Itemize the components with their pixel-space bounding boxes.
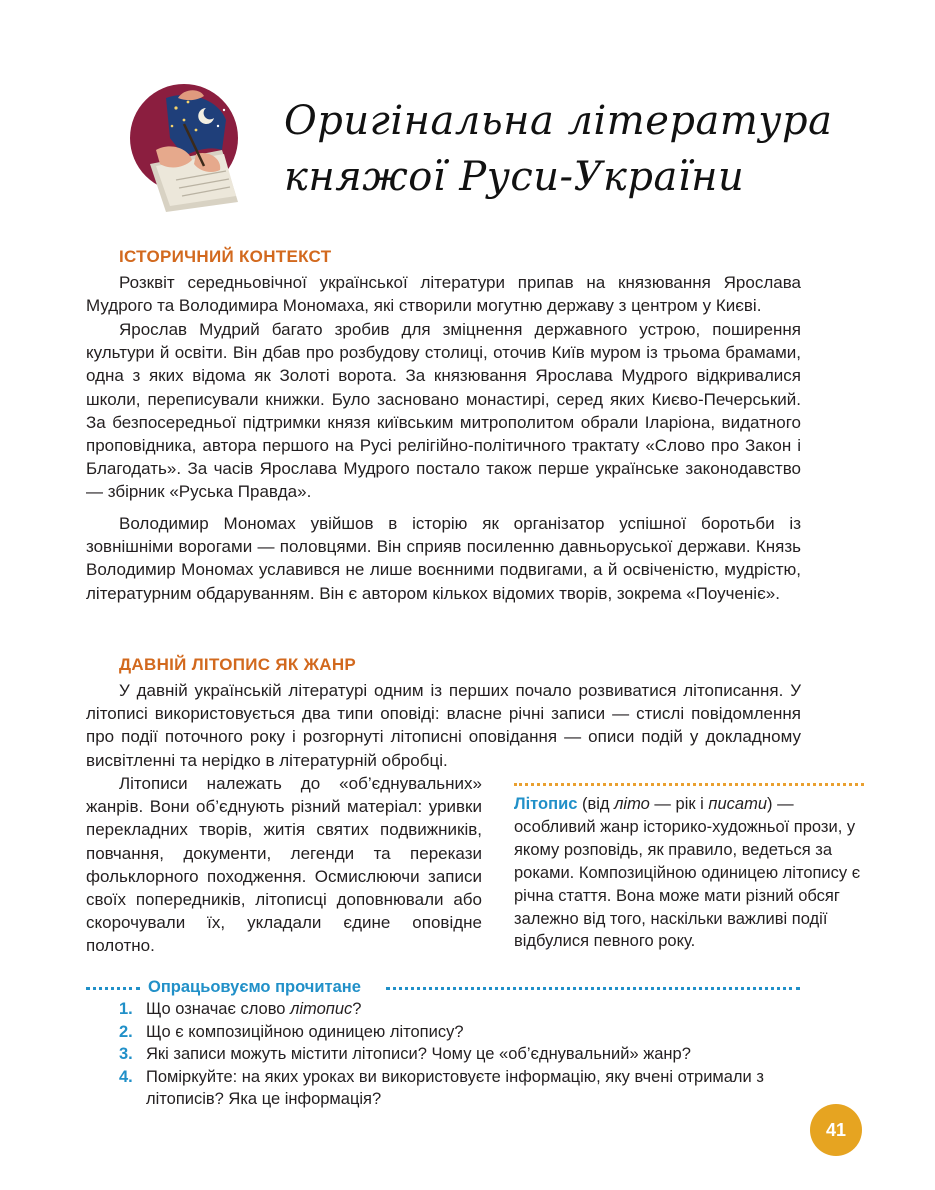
question-item: [119, 1043, 809, 1066]
paragraph-chronicle-2: Літописи належать до «об’єднувальних» жанрів. Вони об’єднують різний матеріал: уривки перекладних творів, житія святих подвижників, повчання, документи, легенди та перекази фольклорного походження. Осмислюючи записи своїх попередників, літописці доповнювали або скорочували їх, укладали єдине оповідне полотно.: [86, 774, 482, 956]
definition-term: Літопис: [514, 795, 578, 813]
title-line-1: Оригінальна література: [284, 98, 833, 144]
question-text: Які записи можуть містити літописи? Чому це «об’єднувальний» жанр?: [146, 1045, 691, 1063]
definition-word-lito: літо: [614, 795, 650, 813]
questions-header: [86, 977, 802, 997]
paragraph-historical-3: Володимир Мономах увійшов в історію як організатор успішної боротьби із зовнішніми ворогами — половцями. Він сприяв посиленню давньоруської держави. Князь Володимир Мономах уславився не лише воєнними подвигами, а й освіченістю, мудрістю, літературним обдаруванням. Він є автором кількох відомих творів, зокрема «Поученіє».: [86, 514, 801, 603]
question-text: Що означає слово: [146, 1000, 291, 1018]
page-number-badge: 41: [810, 1104, 862, 1156]
definition-divider: [514, 783, 864, 786]
question-emphasis: літопис: [290, 1000, 353, 1018]
definition-box: [514, 793, 862, 953]
paragraph-chronicle-1: У давній українській літературі одним із перших почало розвиватися літописання. У літописі використовується два типи оповіді: власне річні записи — стислі повідомлення про події поточного року і розгорнуті літописні оповідання — описи подій у докладному висвітленні та нерідко в літературній обробці.: [86, 681, 801, 770]
question-number: 4.: [119, 1067, 133, 1086]
questions-divider-left: [86, 987, 140, 990]
definition-text-part: — рік і: [649, 795, 709, 813]
question-number: 1.: [119, 1000, 133, 1018]
definition-word-pysaty: писати: [708, 795, 768, 813]
definition-text-part: (від: [577, 795, 615, 813]
page-title: [284, 93, 844, 205]
questions-divider-right: [386, 987, 800, 990]
question-text: Що є композиційною одиницею літопису?: [146, 1022, 464, 1041]
scribe-writing-icon: [126, 80, 246, 215]
paragraph-historical-2: Ярослав Мудрий багато зробив для зміцнення державного устрою, поширення культури й освіти. Він дбав про розбудову столиці, оточив Київ муром із трьома брамами, одна з яких відома як Золоті ворота. За князювання Ярослава Мудрого відкривалися школи, переписували книжки. Було засновано монастирі, серед яких Києво-Печерський. За безпосередньої підтримки князя київським митрополитом обрали Іларіона, видатного проповідника, автора першого на Русі релігійно-політичного трактату «Слово про Закон і Благодать». За часів Ярослава Мудрого постало також перше українське законодавство — збірник «Руська Правда».: [86, 320, 801, 502]
definition-text-part: ) — особливий жанр історико-художньої прози, у якому розповідь, як правило, ведеться за роками. Композиційною одиницею літопису є річна стаття. Вона може мати різний обсяг залежно від того, наскільки важливі події відбулися певного року.: [514, 795, 861, 951]
question-item: [119, 1021, 809, 1044]
question-text: Поміркуйте: на яких уроках ви використовуєте інформацію, яку вчені отримали з літописів? Яка це інформація?: [146, 1067, 764, 1108]
question-number: 2.: [119, 1022, 133, 1041]
question-item: [119, 1066, 809, 1111]
questions-label: Опрацьовуємо прочитане: [148, 978, 361, 996]
question-text: ?: [352, 1000, 362, 1018]
question-item: [119, 998, 809, 1021]
section-heading-chronicle: ДАВНІЙ ЛІТОПИС ЯК ЖАНР: [119, 655, 357, 674]
questions-list: [119, 998, 809, 1111]
title-line-2: княжої Руси-України: [284, 154, 745, 200]
chronicle-illustration: [126, 80, 246, 215]
paragraph-historical-1: Розквіт середньовічної української літератури припав на князювання Ярослава Мудрого та Володимира Мономаха, які створили могутню державу з центром у Києві.: [86, 273, 801, 316]
question-number: 3.: [119, 1045, 133, 1063]
section-heading-historical: ІСТОРИЧНИЙ КОНТЕКСТ: [119, 247, 332, 266]
